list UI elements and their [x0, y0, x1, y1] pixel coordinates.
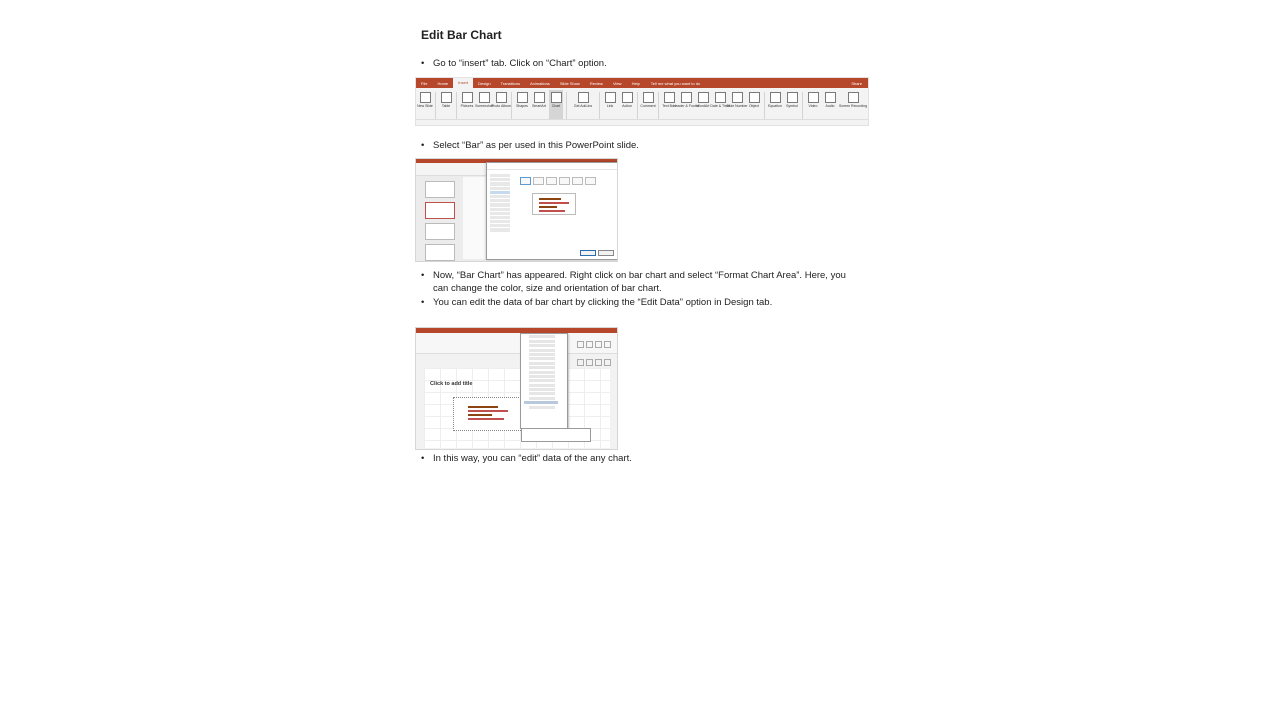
wordart-icon — [698, 92, 709, 103]
chart-type-item-selected — [490, 191, 510, 194]
group-separator — [511, 92, 512, 120]
group-separator — [637, 92, 638, 120]
symbol-icon — [787, 92, 798, 103]
ribbon-command — [840, 90, 866, 120]
insert-chart-dialog-screenshot — [415, 158, 618, 262]
ribbon-command — [439, 90, 453, 120]
bullet-dot: • — [421, 58, 425, 69]
ribbon-command — [806, 90, 820, 120]
dialog-buttons — [580, 250, 614, 256]
ribbon-tab: View — [612, 80, 622, 86]
ribbon-command — [620, 90, 634, 120]
insert-ribbon-screenshot — [415, 77, 869, 126]
command-label: Video — [808, 104, 818, 108]
insert-chart-dialog — [486, 162, 618, 260]
pictures-icon — [462, 92, 473, 103]
menu-item — [529, 384, 555, 387]
ribbon-tab: Review — [589, 80, 603, 86]
chart-type-item — [490, 212, 510, 215]
command-label: Screenshot — [475, 104, 493, 108]
command-label: Header & Footer — [673, 104, 699, 108]
format-chart-area-screenshot — [415, 327, 618, 450]
group-separator — [599, 92, 600, 120]
command-label: Equation — [768, 104, 782, 108]
comment-icon — [643, 92, 654, 103]
menu-item — [529, 392, 555, 395]
chart-subtype-icons — [520, 177, 612, 185]
mini-toolbar — [521, 428, 591, 442]
chart-bar — [468, 410, 508, 412]
photo-album-icon — [496, 92, 507, 103]
shapes-icon — [517, 92, 528, 103]
3d-stacked-bar-icon — [572, 177, 583, 185]
menu-item — [529, 357, 555, 360]
slide-thumbnail — [425, 202, 455, 219]
ribbon-command — [603, 90, 617, 120]
ribbon-tabs — [416, 78, 868, 88]
bullet-text: In this way, you can “edit” data of the any chart. — [433, 453, 632, 464]
bullet-text: Now, “Bar Chart” has appeared. Right click on bar chart and select “Format Chart Area”. Here, you can change the color, size and orientation of bar chart. — [433, 270, 846, 294]
new-slide-icon — [420, 92, 431, 103]
menu-item — [529, 371, 555, 374]
action-icon — [622, 92, 633, 103]
command-label: New Slide — [417, 104, 433, 108]
menu-item — [529, 375, 555, 378]
command-label: SmartArt — [532, 104, 546, 108]
ribbon-tab: Design — [478, 80, 491, 86]
shape-icon — [604, 341, 611, 348]
bullet-dot: • — [421, 297, 425, 308]
command-label: Object — [748, 104, 760, 108]
shape-icon — [595, 359, 602, 366]
slide-thumbnail — [425, 244, 455, 261]
bullet-dot: • — [421, 140, 425, 151]
preview-bar — [539, 202, 569, 204]
menu-item — [529, 379, 555, 382]
preview-bar — [539, 198, 561, 200]
ribbon-command-chart — [549, 90, 563, 120]
chart-type-item — [490, 208, 510, 211]
group-separator — [456, 92, 457, 120]
equation-icon — [770, 92, 781, 103]
ribbon-command — [570, 90, 596, 120]
chart-type-item — [490, 216, 510, 219]
chart-type-item — [490, 228, 510, 231]
menu-item — [529, 388, 555, 391]
cancel-button — [598, 250, 614, 256]
ribbon-command — [477, 90, 491, 120]
chart-bar — [468, 414, 492, 416]
chart-type-item — [490, 195, 510, 198]
stacked-bar-icon — [533, 177, 544, 185]
placeholder-title: Click to add title — [430, 381, 473, 387]
audio-icon — [825, 92, 836, 103]
ribbon-command — [673, 90, 699, 120]
ribbon-tab: File — [421, 80, 428, 86]
command-label: Audio — [825, 104, 835, 108]
tell-me-text: Tell me what you want to do — [650, 80, 701, 86]
date-time-icon — [715, 92, 726, 103]
menu-item — [529, 340, 555, 343]
command-label: Comment — [640, 104, 656, 108]
shape-icon — [595, 341, 602, 348]
smartart-icon — [534, 92, 545, 103]
menu-item — [529, 344, 555, 347]
ribbon-tab: Slide Show — [559, 80, 580, 86]
slide-title: Edit Bar Chart — [421, 28, 502, 42]
store-icon — [578, 92, 589, 103]
command-label: Chart — [551, 104, 561, 108]
ribbon-tab: Transitions — [500, 80, 521, 86]
ribbon-tab: Home — [437, 80, 449, 86]
ribbon-command — [460, 90, 474, 120]
chart-type-item — [490, 178, 510, 181]
chart-type-item — [490, 182, 510, 185]
menu-item — [529, 406, 555, 409]
chart-preview — [532, 193, 576, 215]
ribbon-group-labels — [416, 119, 868, 125]
preview-bar — [539, 206, 557, 208]
3d-bar-icon — [559, 177, 570, 185]
menu-item — [529, 353, 555, 356]
text-box-icon — [664, 92, 675, 103]
bullet-text: Go to “insert” tab. Click on “Chart” option. — [433, 58, 607, 69]
clustered-bar-icon — [520, 177, 531, 185]
bullet-dot: • — [421, 453, 425, 464]
command-label: Action — [622, 104, 632, 108]
ribbon-command — [710, 90, 730, 120]
menu-item-format-chart-area — [524, 401, 558, 404]
slide-thumbnail — [425, 181, 455, 198]
menu-item — [529, 366, 555, 369]
slide-thumbnails — [419, 177, 461, 259]
ribbon-command — [726, 90, 748, 120]
preview-bar — [539, 210, 565, 212]
group-separator — [658, 92, 659, 120]
shape-icon — [586, 341, 593, 348]
ribbon-tab: Animations — [530, 80, 550, 86]
command-label: Get Add-ins — [573, 104, 593, 108]
chart-type-item — [490, 224, 510, 227]
menu-item — [529, 335, 555, 338]
screen-recording-icon — [848, 92, 859, 103]
chart-type-list — [490, 173, 516, 243]
chart-subtype-panel — [520, 177, 612, 215]
share-text: Share — [851, 80, 862, 86]
ribbon-tab: Help — [631, 80, 640, 86]
shape-icon — [604, 359, 611, 366]
slide-number-icon — [732, 92, 743, 103]
ribbon-command — [785, 90, 799, 120]
dialog-title-bar — [487, 163, 617, 170]
menu-item — [529, 362, 555, 365]
link-icon — [605, 92, 616, 103]
command-label: Shapes — [516, 104, 528, 108]
command-label: Pictures — [460, 104, 474, 108]
ribbon-command — [532, 90, 546, 120]
ribbon-command — [747, 90, 761, 120]
group-separator — [802, 92, 803, 120]
shape-icon — [586, 359, 593, 366]
chart-bar — [468, 418, 504, 420]
stacked-bar-100-icon — [546, 177, 557, 185]
video-icon — [808, 92, 819, 103]
bullet-text: Select “Bar” as per used in this PowerPoint slide. — [433, 140, 639, 151]
shape-gallery — [576, 336, 614, 356]
ribbon-command — [768, 90, 782, 120]
ribbon-command — [515, 90, 529, 120]
command-label: Screen Recording — [839, 104, 868, 108]
ribbon-tab-active: Insert — [453, 78, 473, 88]
ok-button — [580, 250, 596, 256]
ribbon-command — [418, 90, 432, 120]
ribbon-command — [823, 90, 837, 120]
slide-thumbnail — [425, 223, 455, 240]
chart-type-item — [490, 174, 510, 177]
object-icon — [749, 92, 760, 103]
command-label: Photo Album — [491, 104, 511, 108]
command-label: Slide Number — [726, 104, 748, 108]
ribbon-command — [696, 90, 710, 120]
bullet-text: You can edit the data of bar chart by clicking the “Edit Data” option in Design tab. — [433, 297, 773, 308]
group-separator — [566, 92, 567, 120]
command-label: Table — [441, 104, 451, 108]
command-label: WordArt — [696, 104, 710, 108]
menu-item — [529, 349, 555, 352]
group-separator — [764, 92, 765, 120]
3d-stacked-bar-100-icon — [585, 177, 596, 185]
command-label: Symbol — [786, 104, 798, 108]
table-icon — [441, 92, 452, 103]
command-label: Link — [606, 104, 614, 108]
chart-type-item — [490, 220, 510, 223]
ribbon-command — [641, 90, 655, 120]
chart-icon — [551, 92, 562, 103]
header-footer-icon — [681, 92, 692, 103]
group-separator — [435, 92, 436, 120]
shape-icon — [577, 359, 584, 366]
menu-item — [529, 397, 555, 400]
command-label: Date & Time — [710, 104, 730, 108]
shape-icon — [577, 341, 584, 348]
chart-type-item — [490, 187, 510, 190]
context-menu — [520, 333, 568, 429]
chart-bar — [468, 406, 498, 408]
command-label: Text Box — [662, 104, 676, 108]
bar-chart-object — [453, 397, 527, 431]
bullet-dot: • — [421, 270, 425, 281]
ribbon-commands — [416, 88, 868, 120]
ribbon-command — [491, 90, 511, 120]
chart-type-item — [490, 203, 510, 206]
screenshot-icon — [479, 92, 490, 103]
chart-type-item — [490, 199, 510, 202]
